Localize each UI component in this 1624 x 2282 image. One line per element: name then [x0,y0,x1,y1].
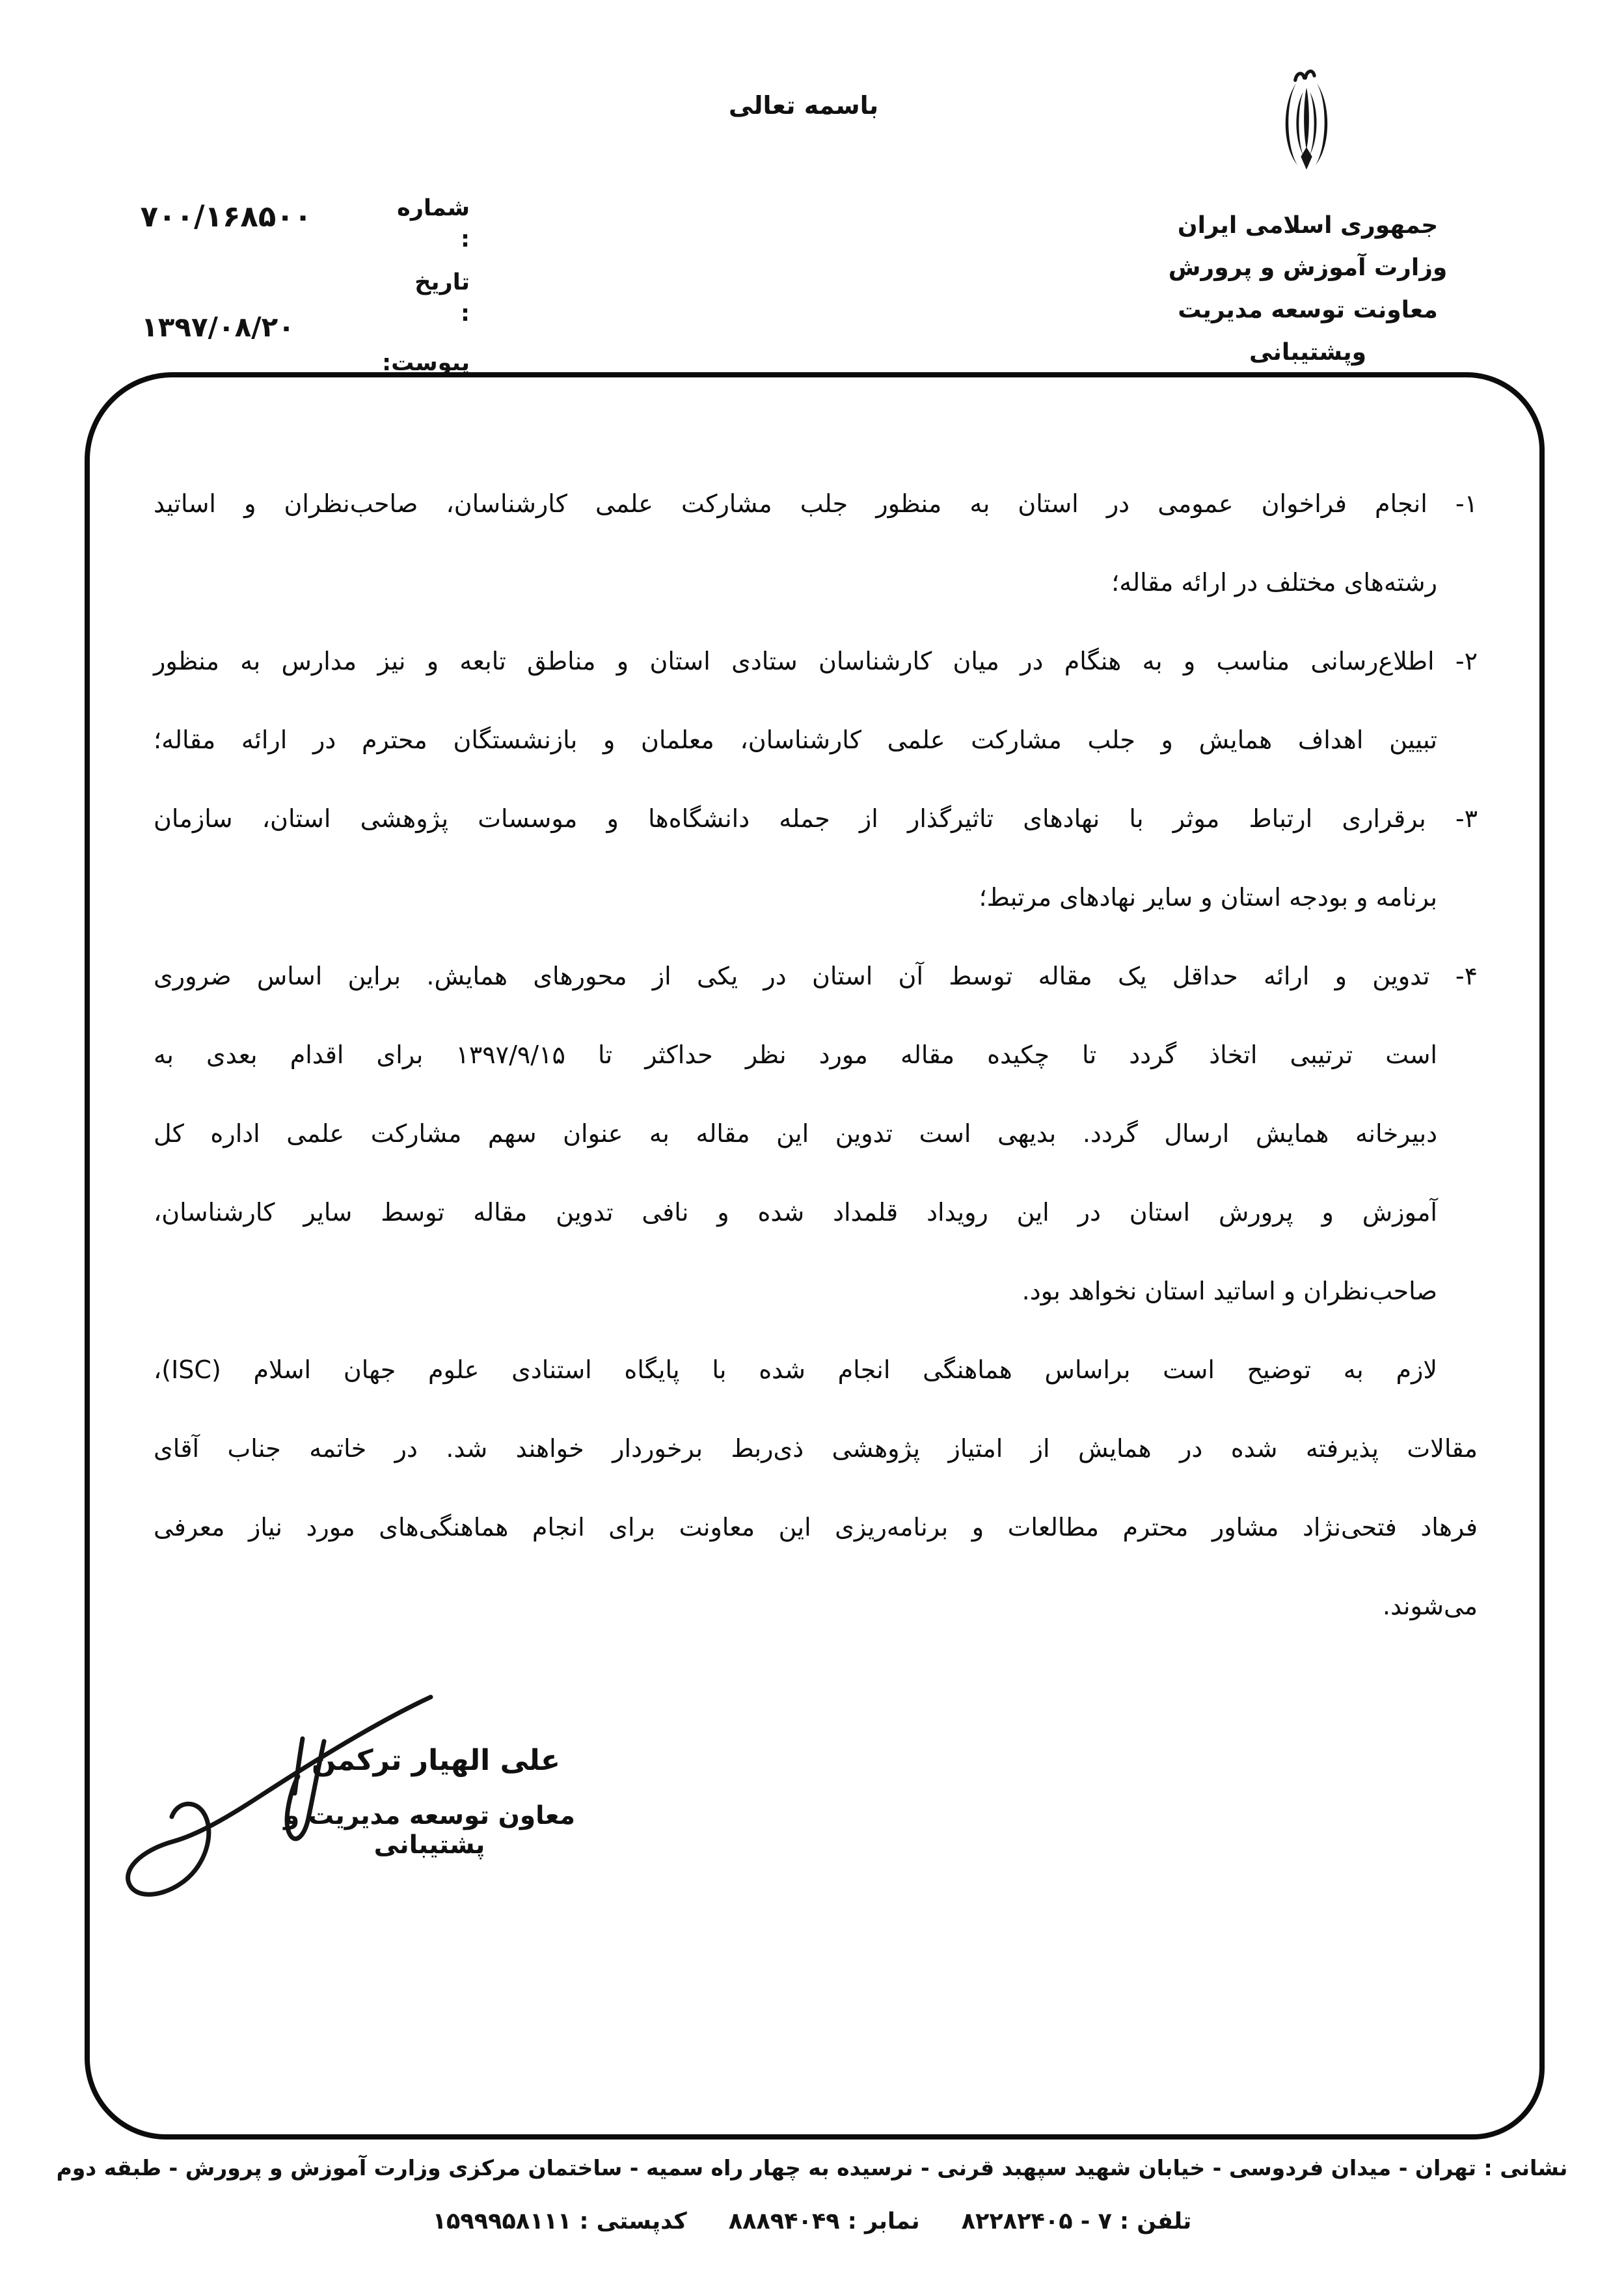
footer-postal: کدپستی : ۱۵۹۹۹۵۸۱۱۱ [432,2208,687,2234]
bismillah-text: باسمه تعالی [728,91,879,120]
letter-line: ۳- برقراری ارتباط موثر با نهادهای تاثیرگذار از جمله دانشگاه‌ها و موسسات پژوهشی استان، سازمان [154,804,1478,833]
signatory-title: معاون توسعه مدیریت و پشتیبانی [284,1801,575,1860]
letter-line: ۴- تدوین و ارائه حداقل یک مقاله توسط آن استان در یکی از محورهای همایش. براین اساس ضروری [154,962,1478,990]
letter-line: لازم به توضیح است براساس هماهنگی انجام شده با پایگاه استنادی علوم جهان اسلام (ISC)، [154,1355,1437,1384]
letter-line: برنامه و بودجه استان و سایر نهادهای مرتبط؛ [979,883,1437,912]
handwritten-signature [104,1679,468,1900]
attachment-label: پیوست: [382,350,470,376]
date-value: ۱۳۹۷/۰۸/۲۰ [141,311,295,343]
letter-line: تبیین اهداف همایش و جلب مشارکت علمی کارشناسان، معلمان و بازنشستگان محترم در ارائه مقاله؛ [154,726,1437,754]
org-name-block [1145,204,1470,374]
letter-line: دبیرخانه همایش ارسال گردد. بدیهی است تدوین این مقاله به عنوان سهم مشارکت علمی اداره کل [154,1119,1437,1148]
footer-contact-row [0,2208,1624,2234]
org-line-deputy: معاونت توسعه مدیریت وپشتیبانی [1178,297,1438,366]
iran-allah-emblem-icon [1254,65,1359,189]
number-value: ۷۰۰/۱۶۸۵۰۰ [140,199,312,234]
letter-line: مقالات پذیرفته شده در همایش از امتیاز پژوهشی ذی‌ربط برخوردار خواهند شد. در خاتمه جناب آقای [154,1434,1478,1463]
letter-line: ۲- اطلاع‌رسانی مناسب و به هنگام در میان کارشناسان ستادی استان و مناطق تابعه و نیز مدارس به منظور [154,647,1478,675]
footer-address: نشانی : تهران - میدان فردوسی - خیابان شهید سپهبد قرنی - نرسیده به چهار راه سمیه - ساختمان مرکزی وزارت آموزش و پرورش - طبقه دوم [56,2155,1568,2180]
footer-phone: تلفن : ۷ - ۸۲۲۸۲۴۰۵ [961,2208,1192,2234]
letter-line: است ترتیبی اتخاذ گردد تا چکیده مقاله مورد نظر حداکثر تا ۱۳۹۷/۹/۱۵ برای اقدام بعدی به [154,1040,1437,1069]
number-label: شماره : [397,195,470,252]
org-line-ministry: وزارت آموزش و پرورش [1168,254,1448,281]
letter-line: ۱- انجام فراخوان عمومی در استان به منظور جلب مشارکت علمی کارشناسان، صاحب‌نظران و اساتید [154,489,1478,518]
signatory-name: علی الهیار ترکمن [311,1744,561,1777]
org-line-republic: جمهوری اسلامی ایران [1177,212,1439,239]
letter-line: آموزش و پرورش استان در این رویداد قلمداد شده و نافی تدوین مقاله توسط سایر کارشناسان، [154,1198,1437,1227]
footer-fax: نمابر : ۸۸۸۹۴۰۴۹ [728,2208,920,2234]
letter-line: صاحب‌نظران و اساتید استان نخواهد بود. [1022,1277,1437,1305]
letter-line: می‌شوند. [1382,1592,1478,1620]
letter-line: فرهاد فتحی‌نژاد مشاور محترم مطالعات و برنامه‌ریزی این معاونت برای انجام هماهنگی‌های مورد نیاز معرفی [154,1513,1478,1542]
letter-line: رشته‌های مختلف در ارائه مقاله؛ [1111,568,1437,597]
date-label: تاریخ : [414,269,470,327]
